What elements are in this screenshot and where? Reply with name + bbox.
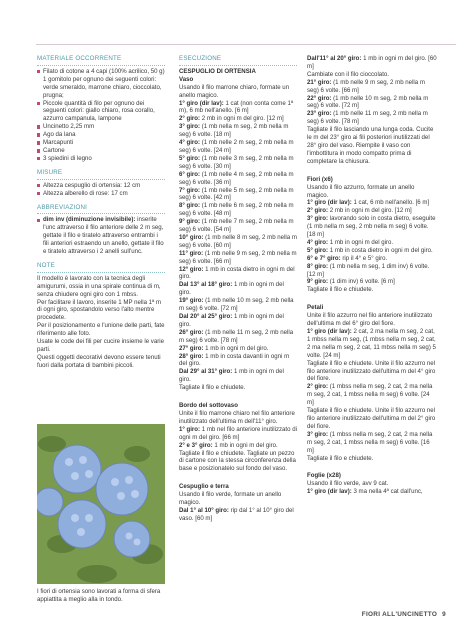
row-text: (1 mb nelle 11 m seg, 2 mb nella m seg) 6 volte. [78 m] <box>307 110 428 126</box>
flowers-rows <box>307 199 437 286</box>
hydrangea-photo <box>37 424 165 584</box>
pattern-row <box>179 218 297 234</box>
material-item: 3 spiedini di legno <box>37 155 165 163</box>
pattern-row <box>179 313 297 329</box>
flowers-end: Tagliate il filo e chiudete. <box>307 286 374 294</box>
row-label: Dal 29° al 31° giro: <box>179 368 233 376</box>
vase-intro: Usando il filo marrone chiaro, formate un anello magico. <box>179 83 290 99</box>
sizes-title: MISURE <box>37 168 63 176</box>
row-label: 2° giro: <box>179 115 201 123</box>
abbreviation-term: dim inv (diminuzione invisibile): <box>43 216 136 224</box>
pattern-row <box>307 110 437 126</box>
row-text: (1 mb nelle 3 m seg, 2 mb nella m seg) 6 volte. [30 m] <box>179 154 294 170</box>
row-text: 1 cat (non conta come 1ª m), 6 mb nell'anello. [6 m] <box>179 99 294 115</box>
leaves-heading: Foglie (x28) <box>307 472 341 480</box>
row-label: 2° e 3° giro: <box>179 441 213 449</box>
row-label: 11° giro: <box>179 249 204 257</box>
pattern-row <box>179 155 297 171</box>
row-text: lavorando solo in costa dietro, eseguite (1 mb nella m seg, 2 mb nella m seg) 6 volte. [18 m] <box>307 215 436 239</box>
soil-heading: Cespuglio e terra <box>179 483 229 491</box>
flowers-heading: Fiori (x6) <box>307 175 333 183</box>
rim-intro: Unite il filo marrone chiaro nel filo anteriore inutilizzato dell'ultima m dell'11° giro. <box>179 409 295 425</box>
pattern-row <box>179 234 297 250</box>
row-label: 8° giro: <box>179 202 201 210</box>
pattern-row <box>179 442 297 450</box>
petals-rows <box>307 328 437 360</box>
rim-heading: Bordo del sottovaso <box>179 402 238 410</box>
row-text: (1 mb nelle 2 m seg, 2 mb nella m seg) 6 volte. [24 m] <box>179 139 294 154</box>
sizes-rule <box>37 179 165 180</box>
note-paragraph: Usate le code dei fili per cucire insieme le varie parti. <box>37 338 165 353</box>
row-text: (1 dim inv) 6 volte. [6 m] <box>329 278 395 286</box>
row-label: 10° giro: <box>179 233 204 241</box>
row-text: (1 mb nelle 10 m seg, 2 mb nella m seg) 6 volte. [72 m] <box>179 297 294 313</box>
vase-end: Tagliate il filo e chiudete. <box>179 384 246 392</box>
leaves-intro: Usando il filo verde, avv 9 cat. <box>307 480 389 488</box>
row-text: 1 mb in ogni m del giro. <box>214 441 278 449</box>
pattern-row <box>307 55 437 71</box>
row-label: 3° giro: <box>179 123 201 131</box>
size-item: Altezza alberello di rose: 17 cm <box>37 190 165 198</box>
petals-intro: Unite il filo azzurro nel filo anteriore inutilizzato dell'ultima m del 6° giro del fiore. <box>307 312 433 328</box>
column-execution <box>179 55 297 523</box>
row-text: 1 mb in ogni m del giro. <box>205 344 269 352</box>
vase-heading: Vaso <box>179 75 194 83</box>
row-label: 8° giro: <box>307 262 329 270</box>
pattern-row <box>307 383 437 407</box>
row-label: Dal 1° al 10° giro: <box>179 506 229 514</box>
row-text: (1 mb nella m seg, 2 mb nella m seg) 6 volte. [18 m] <box>179 123 289 139</box>
row-text: (1 mb nelle 4 m seg, 2 mb nella m seg) 6 volte. [36 m] <box>179 170 294 186</box>
row-label: 1° giro: <box>179 425 201 433</box>
page-footer <box>362 611 446 618</box>
bush-rows <box>307 55 437 71</box>
petals-heading: Petali <box>307 304 324 312</box>
row-text: 1 mb in ogni m del giro. <box>329 238 394 246</box>
row-label: 1° giro (dir lav): <box>179 99 224 107</box>
rim-rows <box>179 426 297 450</box>
pattern-row <box>307 95 437 111</box>
note-paragraphs <box>37 275 165 370</box>
pattern-row <box>179 345 297 353</box>
row-text: (1 mbss nella m seg, 2 cat, 2 ma nella m seg, 2 cat, 1 mbss nella m seg) 6 volte. [24 m] <box>307 383 433 407</box>
row-text: (1 mb nelle 9 m seg, 2 mb nella m seg) 6 volte. [66 m] <box>307 78 425 94</box>
size-item: Altezza cespuglio di ortensia: 12 cm <box>37 182 165 190</box>
row-label: 23° giro: <box>307 110 332 118</box>
column-materials <box>37 55 165 370</box>
pattern-row <box>179 281 297 297</box>
row-label: 1° giro (dir lav): <box>307 488 352 496</box>
bush-rows-2 <box>307 79 437 126</box>
row-text: 2 mb in ogni m del giro. [12 m] <box>201 115 284 123</box>
row-text: 2 mb in ogni m del giro. [12 m] <box>329 207 412 215</box>
row-label: 3° giro: <box>307 430 329 438</box>
row-text: 1 cat, 6 mb nell'anello. [6 m] <box>353 199 430 207</box>
row-label: 19° giro: <box>179 297 204 305</box>
pattern-row <box>179 368 297 384</box>
pattern-row <box>179 266 297 282</box>
row-label: 9° giro: <box>307 278 329 286</box>
row-text: 1 mb in ogni m del giro. <box>179 281 284 297</box>
pattern-row <box>307 255 437 263</box>
row-label: 5° giro: <box>307 246 329 254</box>
pattern-row <box>179 250 297 266</box>
row-text: rip dal 1° al 10° giro del vaso. [60 m] <box>179 506 294 522</box>
pattern-row <box>307 488 437 496</box>
materials-title: MATERIALE OCCORRENTE <box>37 55 122 62</box>
pattern-row <box>179 426 297 442</box>
photo-caption: I fiori di ortensia sono lavorati a forma di sfera appiattita a meglio alla in tondo. <box>37 588 161 603</box>
pattern-row <box>307 239 437 247</box>
pattern-row <box>307 207 437 215</box>
page-number: 9 <box>442 611 446 618</box>
petals-end: Tagliate il filo e chiudete. <box>307 454 374 462</box>
material-item: Marcapunti <box>37 139 165 147</box>
row-label: 4° giro: <box>307 238 329 246</box>
vase-rows <box>179 100 297 385</box>
note-rule <box>37 272 165 273</box>
pattern-row <box>179 115 297 123</box>
pattern-row <box>307 263 437 279</box>
row-label: 1° giro (dir lav): <box>307 328 352 335</box>
pattern-row <box>179 353 297 369</box>
material-item: Cartone <box>37 147 165 155</box>
row-text: (1 mb nelle 7 m seg, 2 mb nella m seg) 6 volte. [54 m] <box>179 218 294 234</box>
row-label: Dall'11° al 20° giro: <box>307 55 362 62</box>
soil-rows <box>179 507 297 523</box>
material-item: Uncinetto 2,25 mm <box>37 123 165 131</box>
row-text: 1 mb in ogni m del giro. <box>179 368 284 384</box>
hydrangea-illustration <box>37 424 165 584</box>
rim-end: Tagliate il filo e chiudete. Tagliate un pezzo di cartone con la stessa circonferenza della base e posizionatelo sul fondo del vaso. <box>179 449 296 473</box>
petals-mid-2: Tagliate il filo e chiudete. Unite il filo azzurro nel filo anteriore inutilizzato dell'ultima m del 2° giro del fiore. <box>307 407 436 430</box>
row-label: 26° giro: <box>179 328 204 336</box>
petals-rows-3 <box>307 431 437 455</box>
flowers-intro: Usando il filo azzurro, formate un anello magico. <box>307 183 415 199</box>
color-change: Cambiate con il filo cioccolato. <box>307 70 389 78</box>
row-text: 1 mb in costa dietro in ogni m del giro. <box>179 265 295 281</box>
row-label: 4° giro: <box>179 139 201 147</box>
row-label: 21° giro: <box>307 78 332 86</box>
note-paragraph: Per facilitare il lavoro, inserite 1 MP nella 1ª m di ogni giro, spostandolo verso l'alto mentre procedete. <box>37 298 162 322</box>
row-text: 2 cat, 2 ma nella m seg, 2 cat, 1 mbss nella m seg, (1 mbss nella m seg, 2 cat, 2 ma nella m seg, 2 cat, 11 mbss nella m seg) 5 volte. [24 m] <box>307 328 436 359</box>
footer-title: FIORI ALL'UNCINETTO <box>361 611 438 618</box>
pattern-row <box>307 215 437 239</box>
row-text: 1 mb in ogni m del giro. <box>179 313 284 328</box>
execution-rule <box>179 65 297 66</box>
row-text: (1 mb nelle 10 m seg, 2 mb nella m seg) 6 volte. [72 m] <box>307 94 429 110</box>
row-text: 1 mb in ogni m del giro. [60 m] <box>307 55 437 70</box>
row-label: 1° giro (dir lav): <box>307 199 352 207</box>
petals-rows-2 <box>307 383 437 407</box>
row-label: 22° giro: <box>307 94 332 102</box>
pattern-row <box>179 139 297 155</box>
row-text: (1 mb nelle 6 m seg, 2 mb nella m seg) 6 volte. [48 m] <box>179 202 294 218</box>
row-label: 2° giro: <box>307 207 329 215</box>
soil-intro: Usando il filo verde, formate un anello magico. <box>179 491 282 507</box>
abbreviation-item <box>37 216 165 256</box>
row-text: 3 ma nella 4ª cat dall'unc, <box>353 488 423 496</box>
note-paragraph: Questi oggetti decorativi devono essere tenuti fuori dalla portata di bambini piccoli. <box>37 353 161 369</box>
row-text: 1 mb in costa dietro in ogni m del giro. <box>329 246 433 254</box>
pattern-row <box>307 431 437 455</box>
row-text: (1 mb nelle 8 m seg, 2 mb nella m seg) 6 volte. [60 m] <box>179 233 297 249</box>
pattern-row <box>179 297 297 313</box>
row-label: 28° giro: <box>179 352 204 360</box>
abbreviations-title: ABBREVIAZIONI <box>37 203 88 211</box>
sizes-list <box>37 182 165 198</box>
row-text: (1 mb nelle 9 m seg, 2 mb nella m seg) 6 volte. [66 m] <box>179 249 297 265</box>
abbreviation-text: inserite l'unc attraverso il filo anteriore delle 2 m seg, gettate il filo e tiratelo attraverso entrambi i fili anteriori estraendo un anello, gettate il filo e tiratelo attraverso i 2 anelli sull'unc. <box>43 216 164 256</box>
pattern-row <box>179 100 297 116</box>
materials-rule <box>37 65 165 66</box>
pattern-row <box>307 199 437 207</box>
bush-end: Tagliate il filo lasciando una lunga coda. Cucite le m del 23° giro ai fili posteriori inutilizzati del 28° giro del vaso. Riempite il vaso con l'imbottitura in modo compatto prima di completare la chiusura. <box>307 126 434 165</box>
row-label: 3° giro: <box>307 215 329 223</box>
pattern-row <box>307 79 437 95</box>
pattern-row <box>307 328 437 360</box>
row-text: 1 mb in costa davanti in ogni m del giro. <box>179 352 290 368</box>
execution-title: ESECUZIONE <box>179 55 222 62</box>
row-label: 6° e 7° giro: <box>307 254 341 262</box>
row-label: 12° giro: <box>179 265 204 273</box>
pattern-row <box>179 187 297 203</box>
row-text: rip il 4° e 5° giro. <box>342 254 388 262</box>
pattern-row <box>307 278 437 286</box>
petals-mid: Tagliate il filo e chiudete. Unite il filo azzurro nel filo anteriore inutilizzato dell'ultima m del 4° giro del fiore. <box>307 359 436 383</box>
note-paragraph: Il modello è lavorato con la tecnica degli amigurumi, ossia in una spirale continua di m, senza chiudere ogni giro con 1 mbss. <box>37 274 161 298</box>
row-label: 9° giro: <box>179 218 201 226</box>
row-label: 5° giro: <box>179 154 201 162</box>
row-label: 27° giro: <box>179 344 204 352</box>
pattern-row <box>179 329 297 345</box>
pattern-row <box>179 507 297 523</box>
row-text: (1 mbss nella m seg, 2 cat, 2 ma nella m seg, 2 cat, 1 mbss nella m seg) 6 volte. [16 m] <box>307 430 433 454</box>
row-label: Dal 20° al 25° giro: <box>179 313 233 320</box>
row-label: 7° giro: <box>179 186 201 194</box>
pattern-row <box>179 202 297 218</box>
leaves-rows <box>307 488 437 496</box>
note-title: NOTE <box>37 261 55 269</box>
column-continued <box>307 55 437 496</box>
material-item: Piccole quantità di filo per ognuno dei seguenti colori: giallo chiaro, rosa corallo, azzurro campanula, lampone <box>37 100 165 124</box>
pattern-row <box>179 171 297 187</box>
top-rule <box>36 44 456 45</box>
abbreviations-rule <box>37 213 165 214</box>
row-text: 1 mb nel filo anteriore inutilizzato di ogni m del giro. [66 m] <box>179 425 297 441</box>
materials-list <box>37 68 165 163</box>
material-item: Filato di cotone a 4 capi (100% acrilico, 50 g) 1 gomitolo per ognuno dei seguenti colori: verde smeraldo, marrone chiaro, cioccolato, prugna; <box>37 68 165 100</box>
pattern-row <box>179 123 297 139</box>
row-label: 6° giro: <box>179 170 201 178</box>
row-text: (1 mb nelle 5 m seg, 2 mb nella m seg) 6 volte. [42 m] <box>179 186 294 202</box>
row-label: 2° giro: <box>307 383 329 391</box>
row-text: (1 mb nelle 11 m seg, 2 mb nella m seg) 6 volte. [78 m] <box>179 328 294 344</box>
material-item: Ago da lana <box>37 131 165 139</box>
row-text: (1 mb nella m seg, 1 dim inv) 6 volte. [12 m] <box>307 262 430 278</box>
hydrangea-heading: CESPUGLIO DI ORTENSIA <box>179 67 256 75</box>
pattern-row <box>307 247 437 255</box>
note-paragraph: Per il posizionamento e l'unione delle parti, fate riferimento alle foto. <box>37 322 165 338</box>
row-label: Dal 13° al 18° giro: <box>179 281 233 289</box>
